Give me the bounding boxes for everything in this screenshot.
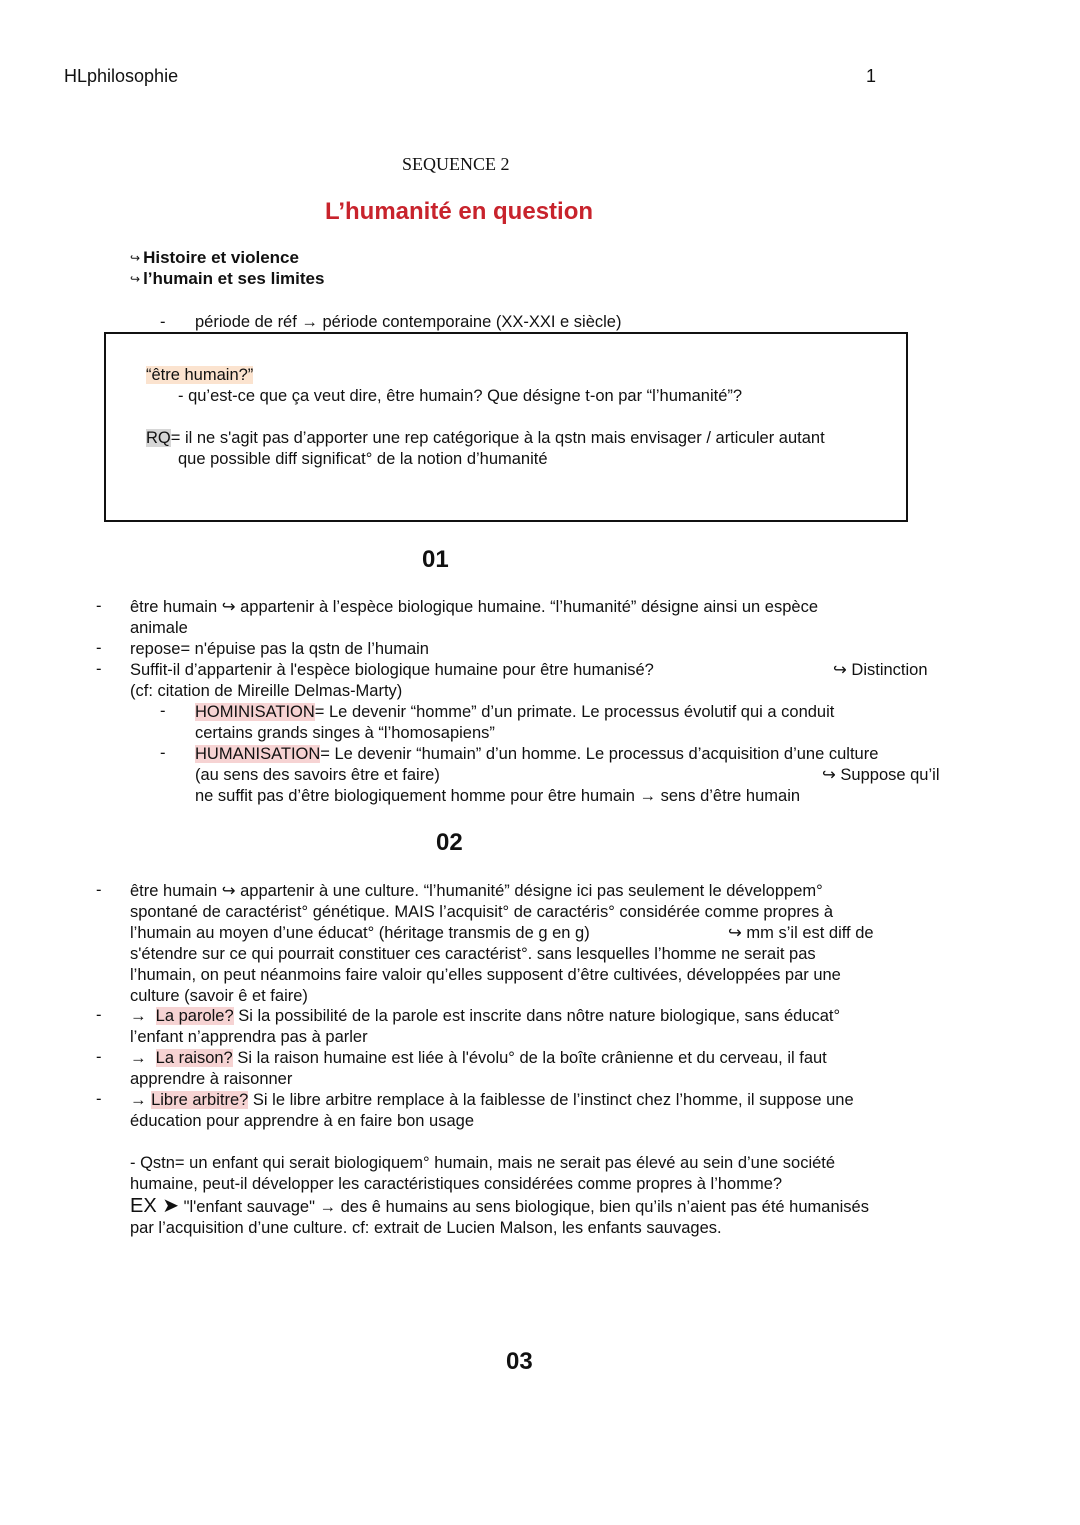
question-text: humaine, peut-il développer les caractéristiques considérées comme propres à l’homme? [130, 1175, 783, 1193]
topic-label: Histoire et violence [143, 248, 299, 267]
list-item [130, 1048, 960, 1090]
section-number: 01 [422, 546, 449, 573]
page-number: 1 [866, 66, 877, 86]
list-item-text: l’humain, on peut néanmoins faire valoir qu’elles supposent d’être cultivées, développées par une [130, 966, 841, 984]
definition-text: (au sens des savoirs être et faire) [195, 766, 440, 784]
list-item [130, 1006, 960, 1048]
example-text: par l’acquisition d’une culture. cf: extrait de Lucien Malson, les enfants sauvages. [130, 1219, 722, 1237]
list-item-text: spontané de caractérist° génétique. MAIS l’acquisit° de caractéris° considérée comme propres à [130, 903, 834, 921]
section-number: 03 [506, 1348, 533, 1375]
side-note: ↪ mm s’il est diff de [728, 924, 874, 942]
definition-text: = Le devenir “homme” d’un primate. Le processus évolutif qui a conduit [314, 703, 835, 721]
section-number: 02 [436, 829, 463, 856]
sequence-label: SEQUENCE 2 [402, 154, 510, 174]
list-item-text: Si le libre arbitre remplace à la faiblesse de l’instinct chez l’homme, il suppose une [248, 1091, 854, 1109]
list-dash: - [96, 639, 102, 657]
list-dash: - [96, 1048, 102, 1066]
remark-label: RQ [146, 429, 171, 447]
list-item-text: Si la raison humaine est liée à l'évolu° de la boîte crânienne et du cerveau, il faut [232, 1049, 827, 1067]
topic-item [130, 248, 299, 268]
question-box [104, 332, 908, 522]
return-arrow-icon: ↪ [130, 251, 141, 265]
highlighted-term: La raison? [155, 1049, 233, 1067]
remark-text-continued: que possible diff significat° de la notion d’humanité [178, 450, 548, 468]
list-item-text: Si la possibilité de la parole est inscrite dans nôtre nature biologique, sans éducat° [233, 1007, 841, 1025]
list-item [130, 881, 960, 1007]
example-text: "l'enfant sauvage" → des ê humains au sens biologique, bien qu’ils n’aient pas été humanisés [179, 1198, 869, 1216]
list-item-text: apprendre à raisonner [130, 1070, 293, 1088]
list-dash: - [160, 744, 166, 762]
return-arrow-icon: ↪ [130, 272, 141, 286]
list-dash: - [96, 597, 102, 615]
right-arrow-icon: → [130, 1007, 147, 1025]
list-dash: - [96, 1090, 102, 1108]
period-text: période de réf → période contemporaine (XX-XXI e siècle) [195, 313, 622, 331]
list-dash: - [160, 702, 166, 720]
list-item-text: l’humain au moyen d’une éducat° (héritage transmis de g en g) [130, 924, 590, 942]
topic-label: l’humain et ses limites [143, 269, 325, 288]
list-item-text: l’enfant n’apprendra pas à parler [130, 1028, 368, 1046]
question-paragraph [130, 1153, 960, 1195]
definition-text: certains grands singes à “l’homosapiens” [195, 724, 495, 742]
list-item [130, 597, 960, 639]
list-dash: - [96, 1006, 102, 1024]
list-item-text: être humain ↪ appartenir à l’espèce biologique humaine. “l’humanité” désigne ainsi un espèce [130, 598, 818, 616]
question-text: - Qstn= un enfant qui serait biologiquem° humain, mais ne serait pas élevé au sein d’une société [130, 1154, 836, 1172]
remark-text: = il ne s'agit pas d’apporter une rep catégorique à la qstn mais envisager / articuler autant [170, 429, 825, 447]
right-arrow-icon: → [130, 1049, 147, 1067]
right-arrow-icon: → [130, 1091, 147, 1109]
remark-line [146, 428, 825, 449]
page-title: L’humanité en question [325, 198, 594, 225]
list-item-text: s'étendre sur ce qui pourrait constituer ces caractérist°. sans lesquelles l’homme ne serait pas [130, 945, 816, 963]
list-dash: - [96, 881, 102, 899]
list-item-text: éducation pour apprendre à en faire bon usage [130, 1112, 475, 1130]
highlighted-term: Libre arbitre? [151, 1091, 249, 1109]
highlighted-term: “être humain?” [146, 366, 254, 384]
highlighted-term: HOMINISATION [195, 703, 315, 721]
list-dash: - [96, 660, 102, 678]
list-item [130, 1090, 960, 1132]
list-item: repose= n'épuise pas la qstn de l’humain [130, 640, 429, 658]
side-note: ↪ Distinction [833, 661, 928, 679]
list-item-text: culture (savoir ê et faire) [130, 987, 308, 1005]
list-item-text: être humain ↪ appartenir à une culture. “l’humanité” désigne ici pas seulement le développem° [130, 882, 823, 900]
definition-text: ne suffit pas d’être biologiquement homme pour être humain → sens d’être humain [195, 787, 801, 805]
list-item-text: (cf: citation de Mireille Delmas-Marty) [130, 682, 403, 700]
list-item-text: animale [130, 619, 188, 637]
question-label [146, 365, 253, 386]
example-label: EX ➤ [130, 1195, 179, 1217]
question-text: - qu’est-ce que ça veut dire, être humain? Que désigne t-on par “l’humanité”? [178, 387, 743, 405]
document-header-title: HLphilosophie [64, 66, 179, 86]
highlighted-term: La parole? [155, 1007, 234, 1025]
definition-text: = Le devenir “humain” d’un homme. Le processus d’acquisition d’une culture [320, 745, 879, 763]
list-item-text: Suffit-il d’appartenir à l'espèce biologique humaine pour être humanisé? [130, 661, 654, 679]
example-paragraph [130, 1196, 960, 1239]
topic-item [130, 269, 324, 289]
side-note: ↪ Suppose qu’il [822, 766, 940, 784]
list-dash: - [160, 313, 166, 331]
sub-list-item [195, 702, 955, 744]
highlighted-term: HUMANISATION [195, 745, 321, 763]
